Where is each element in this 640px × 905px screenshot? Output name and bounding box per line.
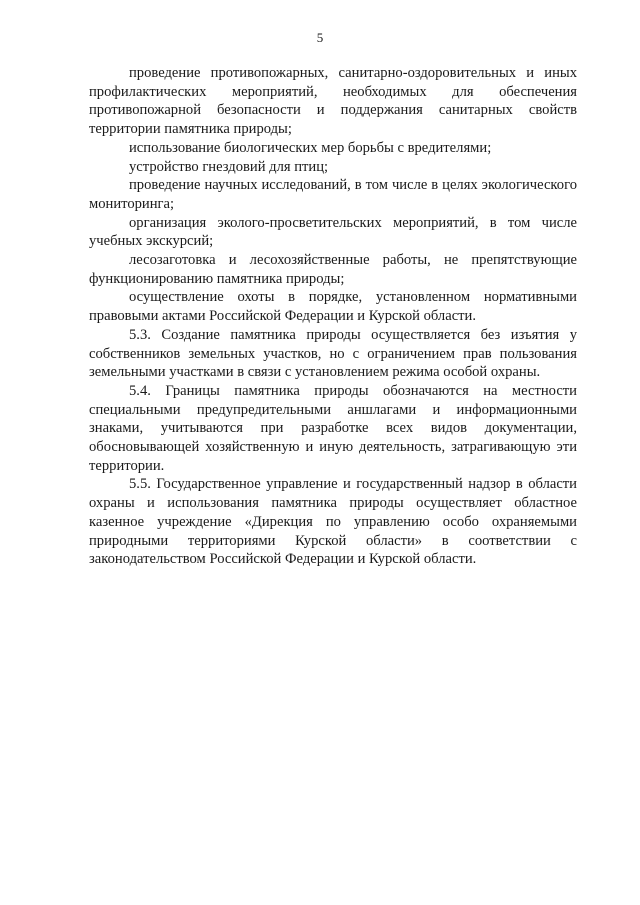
paragraph-education: организация эколого-просветительских мероприятий, в том числе учебных экскурсий; (89, 214, 577, 250)
paragraph-5-4: 5.4. Границы памятника природы обозначаются на местности специальными предупредительными аншлагами и информационными знаками, учитываются при разработке всех видов документации, обосновывающей хозяйственную и иную деятельность, затрагивающую эти территории. (89, 382, 577, 474)
paragraph-hunting: осуществление охоты в порядке, установленном нормативными правовыми актами Российской Федерации и Курской области. (89, 289, 577, 325)
paragraph-research: проведение научных исследований, в том числе в целях экологического мониторинга; (89, 177, 577, 212)
document-body (89, 64, 577, 569)
paragraph-5-3: 5.3. Создание памятника природы осуществляется без изъятия у собственников земельных участков, но с ограничением прав пользования земельными участками в связи с установлением режима особой охраны. (89, 326, 577, 381)
paragraph-forestry: лесозаготовка и лесохозяйственные работы, не препятствующие функционированию памятника природы; (89, 252, 577, 287)
paragraph-5-5: 5.5. Государственное управление и государственный надзор в области охраны и использования памятника природы осуществляет областное казенное учреждение «Дирекция по управлению особо охраняемыми природными территориями Курской области» в соответствии с законодательством Российской Федерации и Курской области. (89, 476, 577, 568)
paragraph-fire-safety: проведение противопожарных, санитарно-оздоровительных и иных профилактических мероприятий, необходимых для обеспечения противопожарной безопасности и поддержания санитарных свойств территории памятника природы; (89, 65, 577, 138)
page-number: 5 (316, 30, 324, 45)
paragraph-bird-nests: устройство гнездовий для птиц; (129, 158, 329, 175)
paragraph-pest-control: использование биологических мер борьбы с вредителями; (129, 139, 492, 156)
